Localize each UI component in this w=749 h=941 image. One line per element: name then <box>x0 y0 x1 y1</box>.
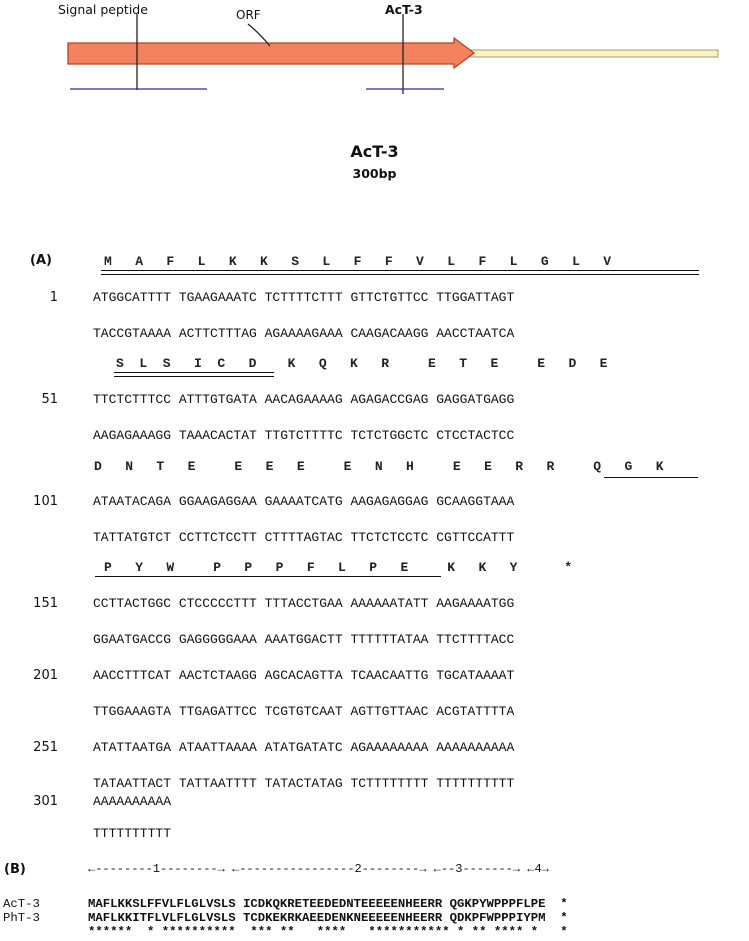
utr-bar <box>466 50 718 57</box>
aa-row-2: S L S I C D K Q K R E T E E D E <box>116 356 608 371</box>
dna-antisense-row-201: TTGGAAAGTA TTGAGATTCC TCGTGTCAAT AGTTGTTAAC ACGTATTTTA <box>93 704 515 719</box>
dna-sense-row-151: CCTTACTGGC CTCCCCCTTT TTTACCTGAA AAAAAATATT AAGAAAATGG <box>93 596 515 611</box>
act3-underline-2 <box>95 576 441 577</box>
dna-sense-row-101: ATAATACAGA GGAAGAGGAA GAAAATCATG AAGAGAGGAG GCAAGGTAAA <box>93 494 515 509</box>
orf-arrow <box>68 38 474 68</box>
conservation-row: ****** * ********** *** ** **** *********** * ** **** * * <box>88 925 568 939</box>
dna-antisense-row-301: TTTTTTTTTT <box>93 826 172 841</box>
species-name-act3: AcT-3 <box>3 897 40 911</box>
act3-underline-1 <box>604 477 698 478</box>
act3-map-label: AcT-3 <box>385 2 423 17</box>
seq-position-251: 251 <box>33 740 58 755</box>
panel-a-label: (A) <box>30 253 52 268</box>
peptide-title: AcT-3 <box>350 142 399 161</box>
gene-map <box>0 0 749 120</box>
alignment-row-act3: MAFLKKSLFFVLFLGLVSLS ICDKQKRETEEDEDNTEEEEENHEERR QGKPYWPPPFLPE * <box>88 897 568 911</box>
aa-row-4: P Y W P P P F L P E K K Y * <box>104 560 573 575</box>
seq-position-301: 301 <box>33 794 58 809</box>
aa-row-1: M A F L K K S L F F V L F L G L V <box>104 254 612 269</box>
dna-antisense-row-51: AAGAGAAAGG TAAACACTAT TTGTCTTTTC TCTCTGGCTC CTCCTACTCC <box>93 428 515 443</box>
dna-sense-row-201: AACCTTTCAT AACTCTAAGG AGCACAGTTA TCAACAATTG TGCATAAAAT <box>93 668 515 683</box>
dna-sense-row-1: ATGGCATTTT TGAAGAAATC TCTTTTCTTT GTTCTGTTCC TTGGATTAGT <box>93 290 515 305</box>
seq-position-201: 201 <box>33 668 58 683</box>
dna-sense-row-301: AAAAAAAAAA <box>93 794 172 809</box>
seq-position-101: 101 <box>33 494 58 509</box>
dna-sense-row-51: TTCTCTTTCC ATTTGTGATA AACAGAAAAG AGAGACCGAG GAGGATGAGG <box>93 392 515 407</box>
region-arrows: ←--------1--------→ ←----------------2--------→ ←--3-------→ ←4→ <box>88 862 549 876</box>
peptide-length: 300bp <box>352 166 397 181</box>
seq-position-151: 151 <box>33 596 58 611</box>
signal-peptide-label: Signal peptide <box>58 2 148 17</box>
seq-position-51: 51 <box>41 392 58 407</box>
dna-sense-row-251: ATATTAATGA ATAATTAAAA ATATGATATC AGAAAAAAAA AAAAAAAAAA <box>93 740 515 755</box>
alignment-row-pht3: MAFLKKITFLVLFLGLVSLS TCDKEKRKAEEDENKNEEEEENHEERR QDKPFWPPPIYPM * <box>88 911 568 925</box>
orf-label: ORF <box>236 8 261 22</box>
dna-antisense-row-1: TACCGTAAAA ACTTCTTTAG AGAAAAGAAA CAAGACAAGG AACCTAATCA <box>93 326 515 341</box>
signal-peptide-underline-1 <box>101 270 699 275</box>
dna-antisense-row-151: GGAATGACCG GAGGGGGAAA AAATGGACTT TTTTTTATAA TTCTTTTACC <box>93 632 515 647</box>
seq-position-1: 1 <box>49 290 58 305</box>
panel-b-label: (B) <box>4 862 26 877</box>
signal-peptide-underline-2 <box>114 372 274 377</box>
aa-row-3: D N T E E E E E N H E E R R Q G K <box>94 459 664 474</box>
species-name-pht3: PhT-3 <box>3 911 40 925</box>
dna-antisense-row-251: TATAATTACT TATTAATTTT TATACTATAG TCTTTTTTTT TTTTTTTTTT <box>93 776 515 791</box>
dna-antisense-row-101: TATTATGTCT CCTTCTCCTT CTTTTAGTAC TTCTCTCCTC CGTTCCATTT <box>93 530 515 545</box>
